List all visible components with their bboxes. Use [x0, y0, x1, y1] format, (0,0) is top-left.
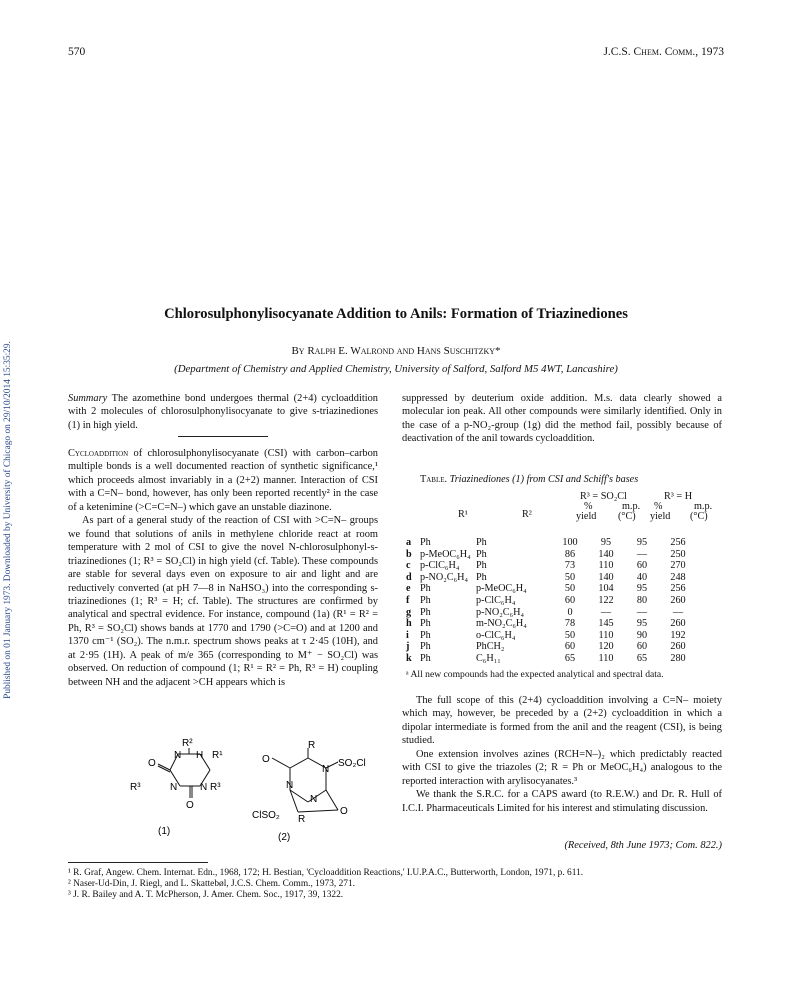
table-cell: 256 — [670, 583, 686, 595]
table-cell: 65 — [636, 652, 648, 664]
table-row — [406, 583, 696, 595]
table-cell: 120 — [598, 641, 614, 653]
table-row — [406, 560, 696, 572]
table-cell: — — [636, 548, 648, 560]
table-cell: C₆H₁₁ — [476, 652, 501, 664]
group-header-h: R³ = H — [664, 491, 693, 502]
references-rule — [68, 862, 208, 863]
table-cell: Ph — [420, 618, 431, 630]
structure-1-h: H — [196, 750, 204, 761]
table-cell: m-NO₂C₆H₄ — [476, 618, 527, 630]
journal-header: J.C.S. Chem. Comm., 1973 — [603, 46, 724, 58]
paragraph-1-text: of chlorosulphonylisocyanate (CSI) with carbon–carbon multiple bonds is a well documented reaction of synthetic significance,¹ which proceeds almost invariably in a (2+2) manner. Interaction of CSI with a C=N– bond, however, has only been reported recently² in the case of a ketenimine (>C=C=N–) which gave an unstable diazinone. — [68, 448, 378, 513]
structure-1-n-right: N — [200, 782, 208, 793]
table-cell: 110 — [598, 629, 614, 641]
table-cell: 140 — [598, 548, 614, 560]
table-cell: 280 — [670, 652, 686, 664]
table-row — [406, 607, 696, 619]
table-cell: o-ClC₆H₄ — [476, 629, 516, 641]
table-cell: 145 — [598, 618, 614, 630]
references — [68, 868, 722, 902]
structure-1-r3-right: R³ — [210, 782, 221, 793]
table-cell: p-MeOC₆H₄ — [420, 548, 471, 560]
table-cell: 250 — [670, 548, 686, 560]
table-cell: PhCH₂ — [476, 641, 505, 653]
table-cell: p-ClC₆H₄ — [420, 560, 460, 572]
table-header — [406, 491, 722, 537]
structure-2-n-bottom: N — [310, 794, 318, 805]
table-cell: 140 — [598, 571, 614, 583]
paragraph-2: As part of a general study of the reaction of CSI with >C=N– groups we found that solutions of anils in methylene chloride react at room temperature with 2 mol of CSI to give the novel N-chlorosulphonyl-s-triazinediones (1; R³ = SO₂Cl) in high yield (cf. Table). These compounds are stable for several days even on exposure to air and light and are reductively converted (at pH 7—8 in NaHSO₃) into the corresponding s-triazinediones (1; R³ = H; cf. Table). The structures are confirmed by analytical and spectral evidence. For instance, compound (1a) (R¹ = R² = Ph, R³ = SO₂Cl) shows bands at 1770 and 1790 (>C=O) and at 1200 and 1370 cm⁻¹ (SO₂). The n.m.r. spectrum shows peaks at τ 2·45 (10H), and at 2·95 (1H). A peak of m/e 365 (corresponding to M⁺ − SO₂Cl) was observed. On reduction of compound (1; R¹ = R² = Ph, R³ = H) coupling between NH and the adjacent >CH appears which is — [68, 515, 378, 688]
table-cell: p-ClC₆H₄ — [476, 594, 516, 606]
table-cell: 192 — [670, 629, 686, 641]
summary-text: The azomethine bond undergoes thermal (2+4) cycloaddition with 2 molecules of chlorosulphonylisocyanate to give s-triazinediones (1) in high yield. — [68, 393, 378, 431]
table-row — [406, 653, 696, 665]
table-cell: 248 — [670, 571, 686, 583]
structure-1-r2: R² — [182, 738, 193, 749]
col-yield-1: yield — [576, 511, 597, 522]
structure-2-r-bottom: R — [298, 814, 306, 825]
table-row — [406, 641, 696, 653]
reference-1: ¹ R. Graf, Angew. Chem. Internat. Edn., 1968, 172; H. Bestian, 'Cycloaddition Reactions,' I.U.P.A.C., Butterworth, London, 1971, p. 611. — [68, 868, 584, 878]
table-cell: 50 — [564, 571, 576, 583]
authors: By Ralph E. Walrond and Hans Suschitzky* — [291, 345, 501, 357]
col-r1: R¹ — [458, 509, 468, 520]
table-cell: g — [406, 606, 412, 618]
col-r2: R² — [522, 509, 532, 520]
article-title: Chlorosulphonylisocyanate Addition to Anils: Formation of Triazinediones — [164, 306, 628, 322]
col-mp-2: m.p. — [694, 501, 713, 512]
table-cell: 260 — [670, 641, 686, 653]
table-cell: i — [406, 629, 409, 641]
table-cell: 95 — [636, 618, 648, 630]
table-cell: 60 — [564, 594, 576, 606]
table-row — [406, 537, 696, 549]
table-cell: 95 — [600, 537, 612, 548]
table-cell: 110 — [598, 652, 614, 664]
left-column — [68, 447, 378, 689]
table-cell: 90 — [636, 629, 648, 641]
table-cell: k — [406, 652, 412, 664]
right-paragraph-3: One extension involves azines (RCH=N–)₂ which predictably reacted with CSI to give the triazoles (2; R = Ph or MeOC₆H₄) analogous to the reported interaction with arylisocyanates.³ — [402, 748, 722, 787]
structure-1-o-left: O — [148, 758, 156, 769]
structure-2-label: (2) — [278, 832, 291, 843]
col-mp-1: m.p. — [622, 501, 641, 512]
table-caption-label: Table. — [420, 474, 448, 485]
table-cell: 100 — [562, 537, 578, 548]
table-cell: 110 — [598, 560, 614, 572]
table-cell: p-NO₂C₆H₄ — [476, 606, 525, 618]
table-cell: 256 — [670, 537, 686, 548]
table-cell: c — [406, 560, 411, 572]
table-cell: 86 — [564, 548, 576, 560]
right-paragraph-2: The full scope of this (2+4) cycloaddition involving a C=N– moiety which may, however, be preceded by a (2+2) cycloaddition in which a dipolar intermediate is formed from the anil and the reagent (CSI), is being studied. — [402, 695, 722, 747]
table-cell: p-MeOC₆H₄ — [476, 583, 527, 595]
table-cell: — — [672, 606, 684, 618]
table-cell: 270 — [670, 560, 686, 572]
table-row — [406, 630, 696, 642]
table-cell: Ph — [420, 652, 431, 664]
table-cell: d — [406, 571, 412, 583]
page-number: 570 — [68, 46, 86, 58]
structure-2-o-right: O — [340, 806, 348, 817]
right-paragraph-4: We thank the S.R.C. for a CAPS award (to R.E.W.) and Dr. R. Hull of I.C.I. Pharmaceuticals Limited for his interest and stimulating discussion. — [402, 789, 722, 814]
structure-2-n-left: N — [286, 780, 294, 791]
structure-1-r3-left: R³ — [130, 782, 141, 793]
table-cell: 0 — [567, 606, 573, 618]
table-cell: 80 — [636, 594, 648, 606]
table-footnote: ᵃ All new compounds had the expected analytical and spectral data. — [406, 668, 664, 680]
table-cell: Ph — [476, 548, 487, 560]
col-mpunit-2: (°C) — [690, 511, 708, 522]
table-cell: Ph — [420, 606, 431, 618]
reference-2: ² Naser-Ud-Din, J. Riegl, and L. Skattebøl, J.C.S. Chem. Comm., 1973, 271. — [68, 879, 355, 890]
lead-word: Cycloaddition — [68, 448, 129, 459]
table-cell: 78 — [564, 618, 576, 630]
structure-2-n-right: N — [322, 764, 330, 775]
download-sidebar — [2, 190, 14, 850]
structure-2-o-left: O — [262, 754, 270, 765]
structure-2 — [250, 740, 380, 844]
structure-1-n-left: N — [170, 782, 178, 793]
table-cell: 40 — [636, 571, 648, 583]
table-caption-text: Triazinediones (1) from CSI and Schiff's bases — [449, 474, 639, 485]
table-row — [406, 572, 696, 584]
table-cell: a — [406, 537, 412, 548]
table-row — [406, 595, 696, 607]
table-cell: Ph — [420, 594, 431, 606]
col-pct-1: % — [584, 501, 593, 512]
summary-label: Summary — [68, 393, 108, 404]
right-column-bottom — [402, 694, 722, 815]
table-cell: Ph — [420, 641, 431, 653]
table-cell: Ph — [420, 629, 431, 641]
table-caption — [420, 474, 638, 485]
structure-2-clso2: ClSO₂ — [252, 810, 280, 821]
summary — [68, 392, 378, 432]
table-cell: 65 — [564, 652, 576, 664]
table-cell: 60 — [636, 641, 648, 653]
table-cell: Ph — [476, 537, 487, 548]
table-body — [406, 537, 696, 665]
table-cell: 50 — [564, 583, 576, 595]
affiliation: (Department of Chemistry and Applied Chemistry, University of Salford, Salford M5 4WT, Lancashire) — [174, 363, 618, 375]
table-cell: e — [406, 583, 411, 595]
table-cell: 95 — [636, 583, 648, 595]
table-cell: 260 — [670, 594, 686, 606]
right-paragraph-1: suppressed by deuterium oxide addition. M.s. data clearly showed a molecular ion peak. All other compounds were similarly identified. Only in the case of a p-NO₂-group (1g) did the method fail, possibly because of deactivation of the anil towards cycloaddition. — [402, 393, 722, 445]
paragraph-1 — [68, 447, 378, 514]
table-cell: Ph — [420, 537, 431, 548]
table-cell: Ph — [476, 571, 487, 583]
group-header-so2cl: R³ = SO₂Cl — [580, 491, 627, 502]
table-row — [406, 549, 696, 561]
table-cell: 60 — [564, 641, 576, 653]
table-cell: Ph — [420, 583, 431, 595]
table-cell: j — [406, 641, 410, 653]
table-cell: b — [406, 548, 412, 560]
table-cell: 122 — [598, 594, 614, 606]
table-cell: h — [406, 618, 412, 630]
table-cell: 95 — [636, 537, 648, 548]
structure-2-so2cl: SO₂Cl — [338, 758, 366, 769]
download-notice: Published on 01 January 1973. Downloaded by University of Chicago on 29/10/2014 15:35:29. — [3, 341, 13, 699]
table-cell: 104 — [598, 583, 614, 595]
structure-1-label: (1) — [158, 826, 171, 837]
structure-2-bonds — [272, 748, 338, 812]
table-cell: 73 — [564, 560, 576, 572]
reference-3: ³ J. R. Bailey and A. T. McPherson, J. Amer. Chem. Soc., 1917, 39, 1322. — [68, 890, 344, 901]
table-cell: — — [636, 606, 648, 618]
structure-1 — [130, 734, 250, 844]
structure-1-o-bottom: O — [186, 800, 194, 811]
triazinedione-table — [406, 491, 722, 680]
table-row — [406, 618, 696, 630]
table-cell: 60 — [636, 560, 648, 572]
col-yield-2: yield — [650, 511, 671, 522]
table-cell: Ph — [476, 560, 487, 572]
structure-1-r1: R¹ — [212, 750, 223, 761]
structure-1-n-top: N — [174, 750, 182, 761]
right-column-top — [402, 392, 722, 446]
table-cell: — — [600, 606, 612, 618]
received-date: (Received, 8th June 1973; Com. 822.) — [564, 840, 722, 851]
table-cell: f — [406, 594, 410, 606]
table-cell: p-NO₂C₆H₄ — [420, 571, 469, 583]
col-mpunit-1: (°C) — [618, 511, 636, 522]
table-cell: 50 — [564, 629, 576, 641]
summary-rule — [178, 436, 268, 437]
structure-2-r-top: R — [308, 740, 316, 751]
col-pct-2: % — [654, 501, 663, 512]
table-cell: 260 — [670, 618, 686, 630]
